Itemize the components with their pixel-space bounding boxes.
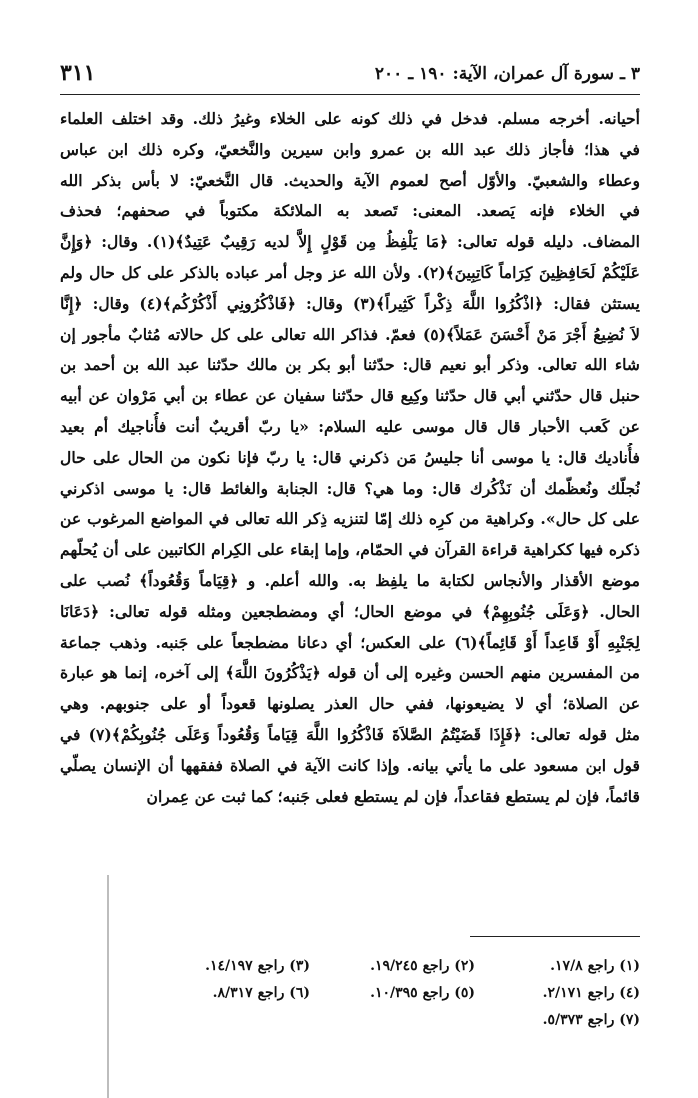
text-line: موضع الأقذار والأنجاس لكتابة ما يلفِظ به. والله أعلم. و ﴿قِيَاماً وَقُعُوداً﴾ نُصب على <box>60 570 640 590</box>
text-line: أحيانه. أخرجه مسلم. فدخل في ذلك كونه على الخلاء وغيرُ ذلك. وقد اختلف العلماء <box>60 109 640 128</box>
footnote-row <box>60 953 640 980</box>
page-header <box>60 58 640 92</box>
page-number: ٣١١ <box>60 60 96 86</box>
text-line: وعطاء والشعبيّ. والأوّل أصح لعموم الآية والحديث. قال النَّخعيّ: لا بأس بذكر الله <box>60 170 640 190</box>
text-line: حنبل قال حدّثني أبي قال حدّثنا وكِيع قال حدّثنا سفيان عن عطاء بن أبي مَرْوان عن أبيه <box>60 386 640 406</box>
footnote-rule <box>470 936 640 937</box>
footnote-row <box>60 1007 640 1034</box>
text-line: قول ابن مسعود على ما يأتي بيانه. وإذا كانت الآية في الصلاة ففقهها أن الإنسان يصلّي <box>60 755 640 775</box>
text-line: عن كَعب الأحبار قال قال موسى عليه السلام: «يا ربّ أقريبٌ أنت فأُناجيك أم بعيد <box>60 416 640 436</box>
text-line: على كل حال». وكراهية من كرِه ذلك إمّا لتنزيه ذِكر الله تعالى في المواضع المرغوب عن <box>60 509 640 529</box>
text-line: المضاف. دليله قوله تعالى: ﴿مَا يَلْفِظُ مِن قَوْلٍ إِلاَّ لديه رَقِيبٌ عَتِيدٌ﴾(١). وقال: ﴿وَإِنَّ <box>60 232 640 252</box>
text-line: قائماً، فإن لم يستطع فقاعداً، فإن لم يستطع فعلى جَنبه؛ كما ثبت عن عِمران <box>146 786 640 806</box>
text-line: لِجَنْبِهِ أَوْ قَاعِداً أَوْ قَائِماً﴾(٦) على العكس؛ أي دعانا مضطجعاً على جَنبه. وذهب جماعة <box>60 632 640 652</box>
footnote: (٥) راجع ١٠/٣٩٥. <box>370 985 475 1001</box>
text-line: عن الصلاة؛ أي لا يضيعونها، ففي حال العذر يصلونها قعوداً أو على جنوبهم. وهي <box>60 694 640 714</box>
footnote: (٣) راجع ١٤/١٩٧. <box>205 958 310 974</box>
footnotes <box>60 953 640 1034</box>
footnote: (٧) راجع ٥/٣٧٣. <box>542 1012 640 1028</box>
footnote: (٢) راجع ١٩/٢٤٥. <box>370 958 475 974</box>
text-line: في هذا؛ فأجاز ذلك عبد الله بن عمرو وابن سيرين والنَّخعيّ، وكره ذلك ابن عباس <box>60 139 640 159</box>
footnote-row <box>60 980 640 1007</box>
text-line: مثل قوله تعالى: ﴿فَإِذَا قَضَيْتُمُ الصَّلاَةَ فَاذْكُرُوا اللَّهَ قِيَاماً وَقُعُوداً وَعَلَى جُنُوبِكُمْ﴾(٧) في <box>60 724 640 744</box>
text-line: يستثن فقال: ﴿اذْكُرُوا اللَّهَ ذِكْراً كَثِيراً﴾(٣) وقال: ﴿فَاذْكُرُونِي أَذْكُرْكُم﴾(٤) وقال: ﴿إِنَّا <box>60 293 640 313</box>
text-line: شاء الله تعالى. وذكر أبو نعيم قال: حدّثنا أبو بكر بن مالك حدّثنا عبد الله بن أحمد بن <box>60 355 640 375</box>
text-line: لاَ نُضِيعُ أَجْرَ مَنْ أَحْسَنَ عَمَلاً﴾(٥) فعمّ. فذاكر الله تعالى على كل حالاته مُثابٌ مأجور إن <box>60 324 640 344</box>
body-text <box>60 104 640 812</box>
footnote: (١) راجع ١٧/٨. <box>550 958 640 974</box>
text-line: نُجلّك ونُعظّمك أن نَذْكُرك قال: وما هي؟ قال: الجنابة والغائط قال: يا موسى اذكرني <box>60 478 640 498</box>
text-line: الحال. ﴿وَعَلَى جُنُوبِهِمْ﴾ في موضع الحال؛ أي ومضطجعين ومثله قوله تعالى: ﴿دَعَانَا <box>60 601 640 621</box>
text-line: عَلَيْكُمْ لَحَافِظِينَ كِرَاماً كَاتِبِينَ﴾(٢). ولأن الله عز وجل أمر عباده بالذكر على كل حال ولم <box>60 262 640 282</box>
text-line: ذكره فيها ككراهية قراءة القرآن في الحمّام، وإما إبقاء على الكِرام الكاتبين على أن يُحلّهم <box>60 540 640 560</box>
text-line: من المفسرين منهم الحسن وغيره إلى أن قوله ﴿يَذْكُرُونَ اللَّهَ﴾ إلى آخره، إنما هو عبارة <box>60 663 640 683</box>
text-line: فأُناديك قال: يا موسى أنا جليسُ مَن ذكرني قال: يا ربّ فإنا نكون من الحال على حال <box>60 447 640 467</box>
running-title: ٣ ـ سورة آل عمران، الآية: ١٩٠ ـ ٢٠٠ <box>374 64 640 84</box>
header-rule <box>60 94 640 95</box>
text-line: في الخلاء فإنه يَصعد. المعنى: تَصعد به الملائكة مكتوباً في صحفهم؛ فحذف <box>60 201 640 221</box>
footnote: (٤) راجع ٢/١٧١. <box>542 985 640 1001</box>
footnote: (٦) راجع ٨/٣١٧. <box>212 985 310 1001</box>
